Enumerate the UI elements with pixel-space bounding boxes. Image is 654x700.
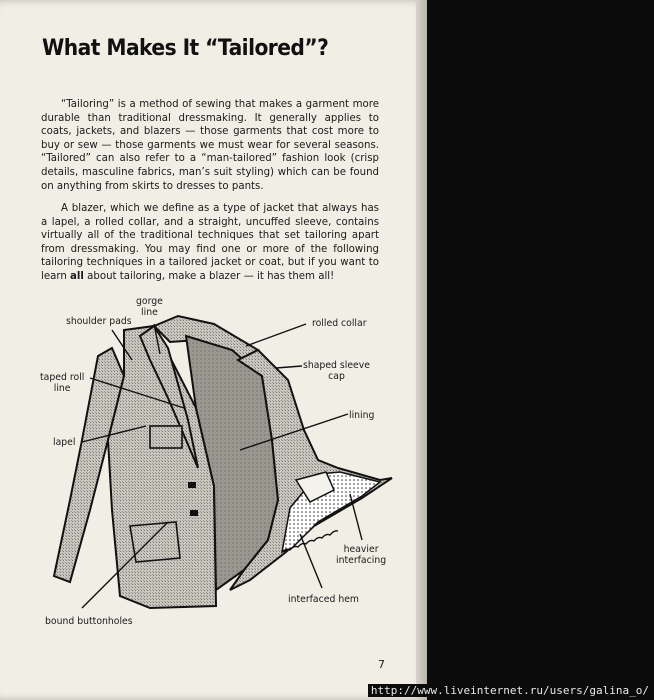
page-title: What Makes It “Tailored”? bbox=[42, 36, 329, 61]
label-bound-buttonholes: bound buttonholes bbox=[45, 616, 133, 627]
buttonhole-bottom bbox=[190, 510, 198, 516]
page-number: 7 bbox=[378, 658, 385, 671]
label-shoulder-pads: shoulder pads bbox=[66, 316, 132, 327]
label-lapel: lapel bbox=[53, 437, 76, 448]
buttonhole-top bbox=[188, 482, 196, 488]
emphasis-all: all bbox=[70, 270, 84, 282]
blazer-paragraph bbox=[41, 202, 379, 284]
label-lining: lining bbox=[349, 410, 375, 421]
label-rolled-collar: rolled collar bbox=[312, 318, 367, 329]
blazer-paragraph-start: A blazer, which we define as a type of jacket that always has a lapel, a rolled collar, and a straight, uncuffed sleeve, contains virtually all of the traditional techniques that set tailoring apart from dressmaking. You may find one or more of the following tailoring techniques in a tailored jacket or coat, but if you want to learn bbox=[41, 203, 379, 282]
blazer-illustration bbox=[0, 290, 427, 630]
label-gorge-line: gorge line bbox=[136, 296, 163, 318]
watermark-url: http://www.liveinternet.ru/users/galina_o/ bbox=[368, 684, 652, 697]
blazer-paragraph-end: about tailoring, make a blazer — it has them all! bbox=[83, 270, 335, 282]
blazer-diagram bbox=[0, 290, 427, 630]
label-interfaced-hem: interfaced hem bbox=[288, 594, 359, 605]
breast-pocket bbox=[150, 426, 182, 448]
intro-paragraph: “Tailoring” is a method of sewing that makes a garment more durable than traditional dressmaking. It generally applies to coats, jackets, and blazers — those garments that cost more to buy or sew — those garments we must wear for several seasons. “Tailored” can also refer to a “man-tailored” fashion look (crisp details, masculine fabrics, man’s suit styling) which can be found on anything from skirts to dresses to pants. bbox=[41, 99, 379, 192]
hip-pocket bbox=[130, 522, 180, 562]
label-shaped-sleeve-cap: shaped sleeve cap bbox=[303, 360, 370, 382]
label-taped-roll-line: taped roll line bbox=[40, 372, 85, 394]
label-heavier-interfacing: heavier interfacing bbox=[336, 544, 387, 566]
